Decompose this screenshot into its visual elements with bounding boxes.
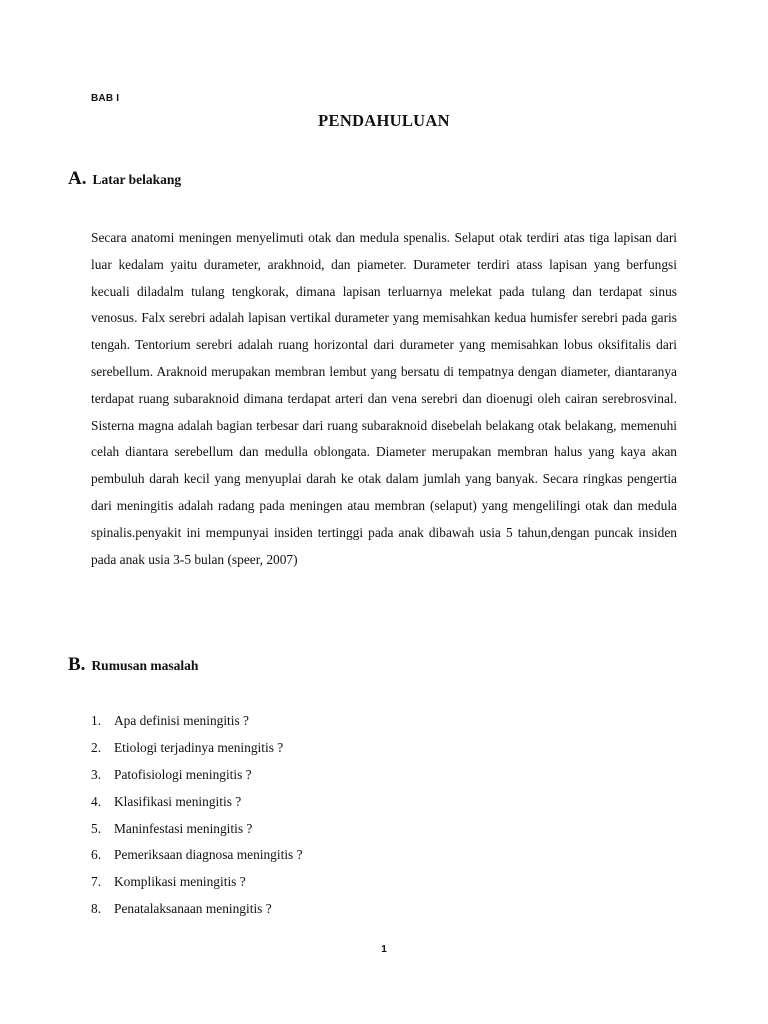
section-a-header xyxy=(68,168,181,190)
list-item-text: Pemeriksaan diagnosa meningitis ? xyxy=(114,847,303,863)
list-item-number: 5. xyxy=(91,820,102,836)
list-item xyxy=(91,764,303,791)
list-item xyxy=(91,871,303,898)
section-b-heading: Rumusan masalah xyxy=(91,658,199,673)
list-item-number: 4. xyxy=(91,793,102,809)
chapter-label: BAB I xyxy=(91,93,120,104)
section-a-heading: Latar belakang xyxy=(92,172,182,187)
list-item-text: Patofisiologi meningitis ? xyxy=(114,766,252,782)
list-item xyxy=(91,898,303,925)
background-paragraph: Secara anatomi meningen menyelimuti otak dan medula spenalis. Selaput otak terdiri atas tiga lapisan dari luar kedalam yaitu durameter, arakhnoid, dan piameter. Durameter terdiri atass lapisan yang berfungsi kecuali diladalm tulang tengkorak, dimana lapisan terluarnya melekat pada tulang dan terdapat sinus venosus. Falx serebri adalah lapisan vertikal durameter yang memisahkan kedua humisfer serebri pada garis tengah. Tentorium serebri adalah ruang horizontal dari durameter yang memisahkan lobus oksifitalis dari serebellum. Araknoid merupakan membran lembut yang bersatu di tempatnya dengan diameter, diantaranya terdapat ruang subaraknoid dimana terdapat arteri dan vena serebri dan dioenugi oleh cairan serebrosvinal. Sisterna magna adalah bagian terbesar dari ruang subaraknoid disebelah belakang otak belakang, memenuhi celah diantara serebellum dan medulla oblongata. Diameter merupakan membran halus yang kaya akan pembuluh darah kecil yang menyuplai darah ke otak dalam jumlah yang banyak. Secara ringkas pengertia dari meningitis adalah radang pada meningen atau membran (selaput) yang mengelilingi otak dan medula spinalis.penyakit ini mempunyai insiden tertinggi pada anak dibawah usia 5 tahun,dengan puncak insiden pada anak usia 3-5 bulan (speer, 2007) xyxy=(91,230,677,567)
page-title: PENDAHULUAN xyxy=(318,111,450,130)
list-item-text: Komplikasi meningitis ? xyxy=(114,874,246,890)
section-b-letter: B. xyxy=(68,654,86,675)
list-item-text: Etiologi terjadinya meningitis ? xyxy=(114,739,284,755)
list-item xyxy=(91,737,303,764)
section-a-letter: A. xyxy=(68,168,87,189)
list-item-text: Klasifikasi meningitis ? xyxy=(114,793,242,809)
list-item-text: Apa definisi meningitis ? xyxy=(114,713,249,728)
section-b-header xyxy=(68,654,198,676)
list-item-number: 3. xyxy=(91,766,102,782)
list-item-text: Penatalaksanaan meningitis ? xyxy=(114,901,272,917)
list-item-text: Maninfestasi meningitis ? xyxy=(114,820,253,836)
list-item xyxy=(91,818,303,845)
list-item xyxy=(91,710,303,737)
list-item xyxy=(91,844,303,871)
list-item-number: 8. xyxy=(91,901,102,917)
page-number: 1 xyxy=(381,944,387,955)
list-item xyxy=(91,791,303,818)
problem-list xyxy=(91,710,303,925)
list-item-number: 6. xyxy=(91,847,102,863)
list-item-number: 7. xyxy=(91,874,102,890)
list-item-number: 1. xyxy=(91,713,102,728)
list-item-number: 2. xyxy=(91,739,102,755)
